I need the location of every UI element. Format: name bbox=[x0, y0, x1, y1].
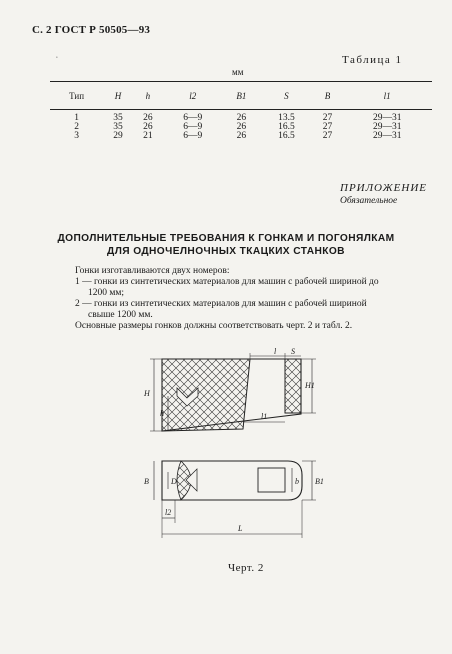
table-cell: 29—31 bbox=[372, 122, 402, 132]
table-cell: 3 bbox=[74, 131, 79, 141]
scan-mark: • bbox=[56, 56, 58, 61]
col-header: h bbox=[145, 91, 151, 101]
table-cell: 26 bbox=[143, 113, 153, 123]
figure-caption: Черт. 2 bbox=[228, 562, 264, 574]
list-item-1: 1 — гонки из синтетических материалов для машин с рабочей шириной до bbox=[75, 277, 379, 287]
plan-view bbox=[154, 461, 316, 538]
list-item-2: 2 — гонки из синтетических материалов для машин с рабочей шириной bbox=[75, 299, 367, 309]
table-cell: 27 bbox=[322, 113, 333, 123]
table-cell: 26 bbox=[143, 122, 153, 132]
table-cell: 27 bbox=[322, 131, 333, 141]
dim-label-l2: l2 bbox=[165, 508, 172, 517]
table-cell: 29—31 bbox=[372, 131, 402, 141]
table-cell: 21 bbox=[143, 131, 153, 141]
table-row bbox=[50, 132, 432, 141]
intro-text: Гонки изготавливаются двух номеров: bbox=[75, 266, 230, 276]
table-title: Таблица 1 bbox=[342, 54, 403, 66]
table-cell: 26 bbox=[236, 122, 247, 132]
table-row bbox=[50, 110, 432, 124]
dimensions-table bbox=[50, 83, 432, 141]
table-top-rule bbox=[50, 81, 432, 82]
col-header: B bbox=[324, 91, 331, 101]
technical-drawing bbox=[140, 347, 330, 551]
list-item-2-cont: свыше 1200 мм. bbox=[88, 310, 153, 320]
col-header: B1 bbox=[236, 91, 247, 101]
dim-label-l1: l1 bbox=[261, 412, 268, 421]
table-cell: 6—9 bbox=[183, 113, 203, 123]
table-cell: 29—31 bbox=[372, 113, 402, 123]
closing-text: Основные размеры гонков должны соответствовать черт. 2 и табл. 2. bbox=[75, 321, 353, 331]
section-title-line2: ДЛЯ ОДНОЧЕЛНОЧНЫХ ТКАЦКИХ СТАНКОВ bbox=[107, 246, 345, 257]
table-units: мм bbox=[232, 67, 244, 77]
col-header: Тип bbox=[69, 91, 85, 101]
col-header: H bbox=[114, 91, 122, 101]
table-cell: 6—9 bbox=[183, 131, 203, 141]
side-view bbox=[150, 353, 316, 431]
table-header-row bbox=[50, 83, 432, 110]
table-cell: 35 bbox=[113, 113, 123, 123]
table-cell: 26 bbox=[236, 131, 247, 141]
col-header: S bbox=[284, 91, 289, 101]
dim-label-s: S bbox=[291, 347, 295, 356]
dim-label-l: L bbox=[238, 524, 243, 533]
table-cell: 13.5 bbox=[278, 113, 295, 123]
table-cell: 16.5 bbox=[278, 131, 295, 141]
dim-label-h-upper: H bbox=[144, 389, 150, 398]
dim-label-b1: B1 bbox=[315, 477, 324, 486]
section-title-line1: ДОПОЛНИТЕЛЬНЫЕ ТРЕБОВАНИЯ К ГОНКАМ И ПОГОНЯЛКАМ bbox=[57, 233, 395, 244]
table-cell: 35 bbox=[113, 122, 123, 132]
appendix-title: ПРИЛОЖЕНИЕ bbox=[340, 182, 427, 194]
appendix-status: Обязательное bbox=[340, 196, 398, 206]
dim-label-b-upper: B bbox=[144, 477, 149, 486]
table-cell: 26 bbox=[236, 113, 247, 123]
dim-label-h-lower: h bbox=[160, 409, 164, 418]
dim-label-h1: H1 bbox=[305, 381, 315, 390]
table-cell: 29 bbox=[113, 131, 123, 141]
table-cell: 1 bbox=[74, 113, 79, 123]
dim-label-d: D bbox=[171, 477, 177, 486]
dim-label-b-lower: b bbox=[295, 477, 299, 486]
table-cell: 6—9 bbox=[183, 122, 203, 132]
page-header: С. 2 ГОСТ Р 50505—93 bbox=[32, 24, 151, 36]
list-item-1-cont: 1200 мм; bbox=[88, 288, 125, 298]
col-header: l1 bbox=[383, 91, 391, 101]
dim-label-l: l bbox=[274, 347, 277, 356]
table-cell: 27 bbox=[322, 122, 333, 132]
table-cell: 16.5 bbox=[278, 122, 295, 132]
col-header: l2 bbox=[189, 91, 197, 101]
table-cell: 2 bbox=[74, 122, 79, 132]
